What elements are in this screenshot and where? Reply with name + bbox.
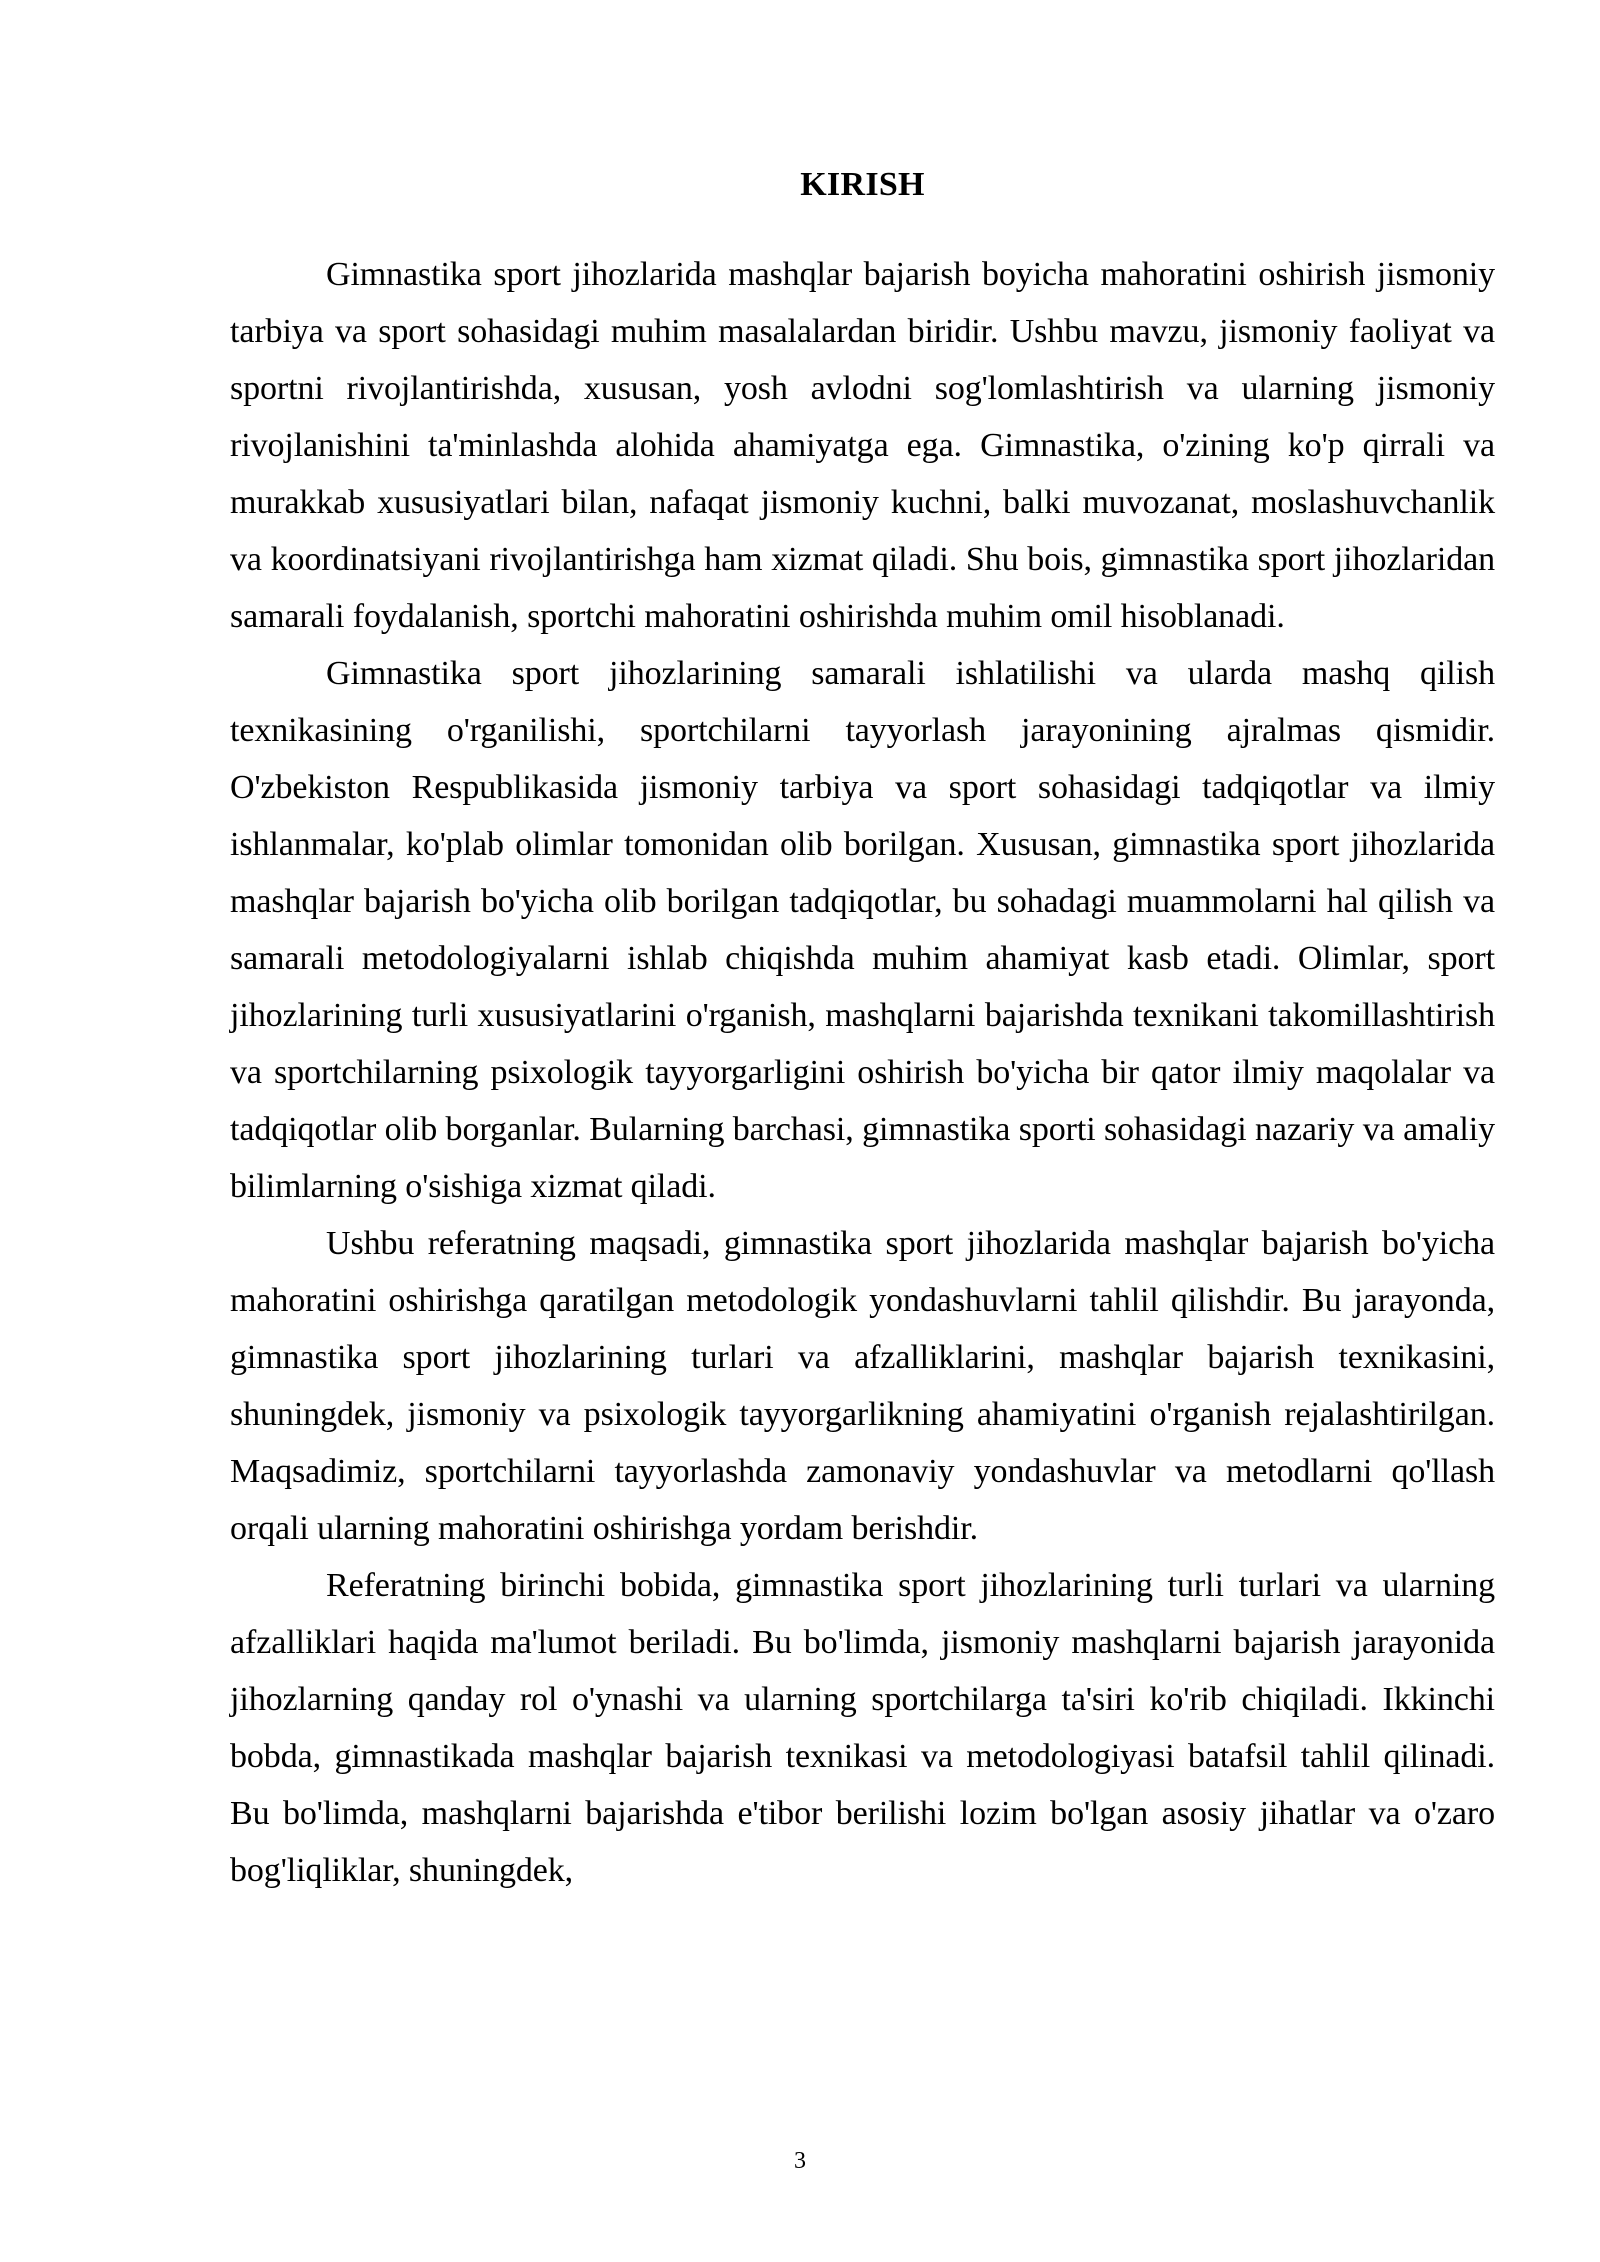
paragraph-4: Referatning birinchi bobida, gimnastika sport jihozlarining turli turlari va ularning afzalliklari haqida ma'lumot beriladi. Bu bo'limda, jismoniy mashqlarni bajarish jarayonida jihozlarning qanday rol o'ynashi va ularning sportchilarga ta'siri ko'rib chiqiladi. Ikkinchi bobda, gimnastikada mashqlar bajarish texnikasi va metodologiyasi batafsil tahlil qilinadi. Bu bo'limda, mashqlarni bajarishda e'tibor berilishi lozim bo'lgan asosiy jihatlar va o'zaro bog'liqliklar, shuningdek, <box>230 1567 1495 1889</box>
paragraph-2: Gimnastika sport jihozlarining samarali ishlatilishi va ularda mashq qilish texnikasining o'rganilishi, sportchilarni tayyorlash jarayonining ajralmas qismidir. O'zbekiston Respublikasida jismoniy tarbiya va sport sohasidagi tadqiqotlar va ilmiy ishlanmalar, ko'plab olimlar tomonidan olib borilgan. Xususan, gimnastika sport jihozlarida mashqlar bajarish bo'yicha olib borilgan tadqiqotlar, bu sohadagi muammolarni hal qilish va samarali metodologiyalarni ishlab chiqishda muhim ahamiyat kasb etadi. Olimlar, sport jihozlarining turli xususiyatlarini o'rganish, mashqlarni bajarishda texnikani takomillashtirish va sportchilarning psixologik tayyorgarligini oshirish bo'yicha bir qator ilmiy maqolalar va tadqiqotlar olib borganlar. Bularning barchasi, gimnastika sporti sohasidagi nazariy va amaliy bilimlarning o'sishiga xizmat qiladi. <box>230 655 1495 1205</box>
paragraph-3: Ushbu referatning maqsadi, gimnastika sport jihozlarida mashqlar bajarish bo'yicha mahoratini oshirishga qaratilgan metodologik yondashuvlarni tahlil qilishdir. Bu jarayonda, gimnastika sport jihozlarining turlari va afzalliklarini, mashqlar bajarish texnikasini, shuningdek, jismoniy va psixologik tayyorgarlikning ahamiyatini o'rganish rejalashtirilgan. Maqsadimiz, sportchilarni tayyorlashda zamonaviy yondashuvlar va metodlarni qo'llash orqali ularning mahoratini oshirishga yordam berishdir. <box>230 1225 1495 1547</box>
page-number: 3 <box>794 2148 806 2174</box>
paragraph-1: Gimnastika sport jihozlarida mashqlar bajarish boyicha mahoratini oshirish jismoniy tarbiya va sport sohasidagi muhim masalalardan biridir. Ushbu mavzu, jismoniy faoliyat va sportni rivojlantirishda, xususan, yosh avlodni sog'lomlashtirish va ularning jismoniy rivojlanishini ta'minlashda alohida ahamiyatga ega. Gimnastika, o'zining ko'p qirrali va murakkab xususiyatlari bilan, nafaqat jismoniy kuchni, balki muvozanat, moslashuvchanlik va koordinatsiyani rivojlantirishga ham xizmat qiladi. Shu bois, gimnastika sport jihozlaridan samarali foydalanish, sportchi mahoratini oshirishda muhim omil hisoblanadi. <box>230 256 1495 635</box>
body-text <box>230 246 1495 1899</box>
page-title: KIRISH <box>800 166 925 203</box>
